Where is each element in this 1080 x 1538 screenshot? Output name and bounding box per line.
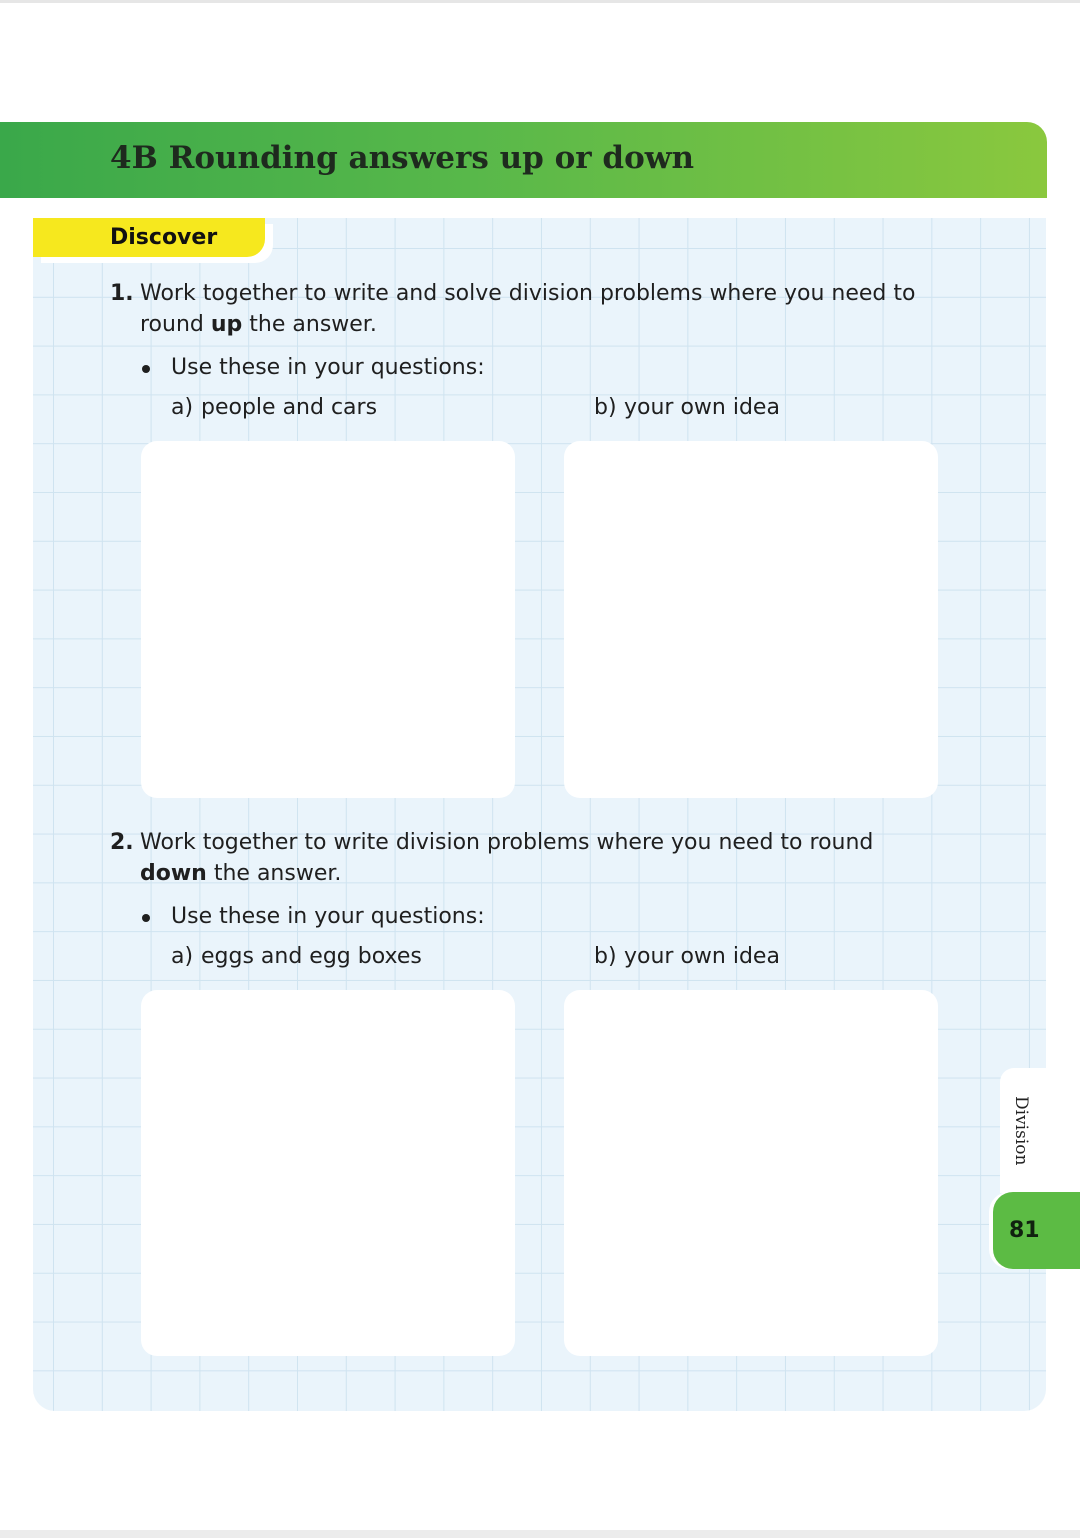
bullet-icon: [142, 365, 150, 373]
question-2-option-a: eggs and egg boxes: [201, 944, 422, 969]
question-2-bullet: Use these in your questions:: [171, 904, 485, 929]
question-2-option-a-marker: a): [171, 944, 194, 969]
bullet-icon: [142, 914, 150, 922]
page-title: 4B Rounding answers up or down: [110, 140, 694, 176]
question-2-number: 2.: [110, 830, 134, 855]
question-1-text: Work together to write and solve division problems where you need to round up the answer.: [140, 281, 916, 337]
question-1-emphasis: up: [210, 312, 243, 337]
answer-box-1a[interactable]: [141, 441, 515, 798]
answer-box-2b[interactable]: [564, 990, 938, 1356]
question-1-option-a: people and cars: [201, 395, 378, 420]
discover-label: Discover: [110, 225, 218, 250]
bottom-divider: [0, 1530, 1080, 1538]
answer-box-2a[interactable]: [141, 990, 515, 1356]
question-1-number: 1.: [110, 281, 134, 306]
answer-box-1b[interactable]: [564, 441, 938, 798]
question-1-bullet: Use these in your questions:: [171, 355, 485, 380]
question-1-option-b: your own idea: [624, 395, 780, 420]
question-1-option-b-marker: b): [594, 395, 617, 420]
page-number: 81: [1009, 1218, 1040, 1243]
question-2-option-b-marker: b): [594, 944, 617, 969]
question-2-option-b: your own idea: [624, 944, 780, 969]
question-2-text: Work together to write division problems where you need to round down the answer.: [140, 830, 874, 886]
question-2-emphasis: down: [140, 861, 207, 886]
top-divider: [0, 0, 1080, 3]
side-label: Division: [1011, 1096, 1031, 1166]
question-1-option-a-marker: a): [171, 395, 194, 420]
